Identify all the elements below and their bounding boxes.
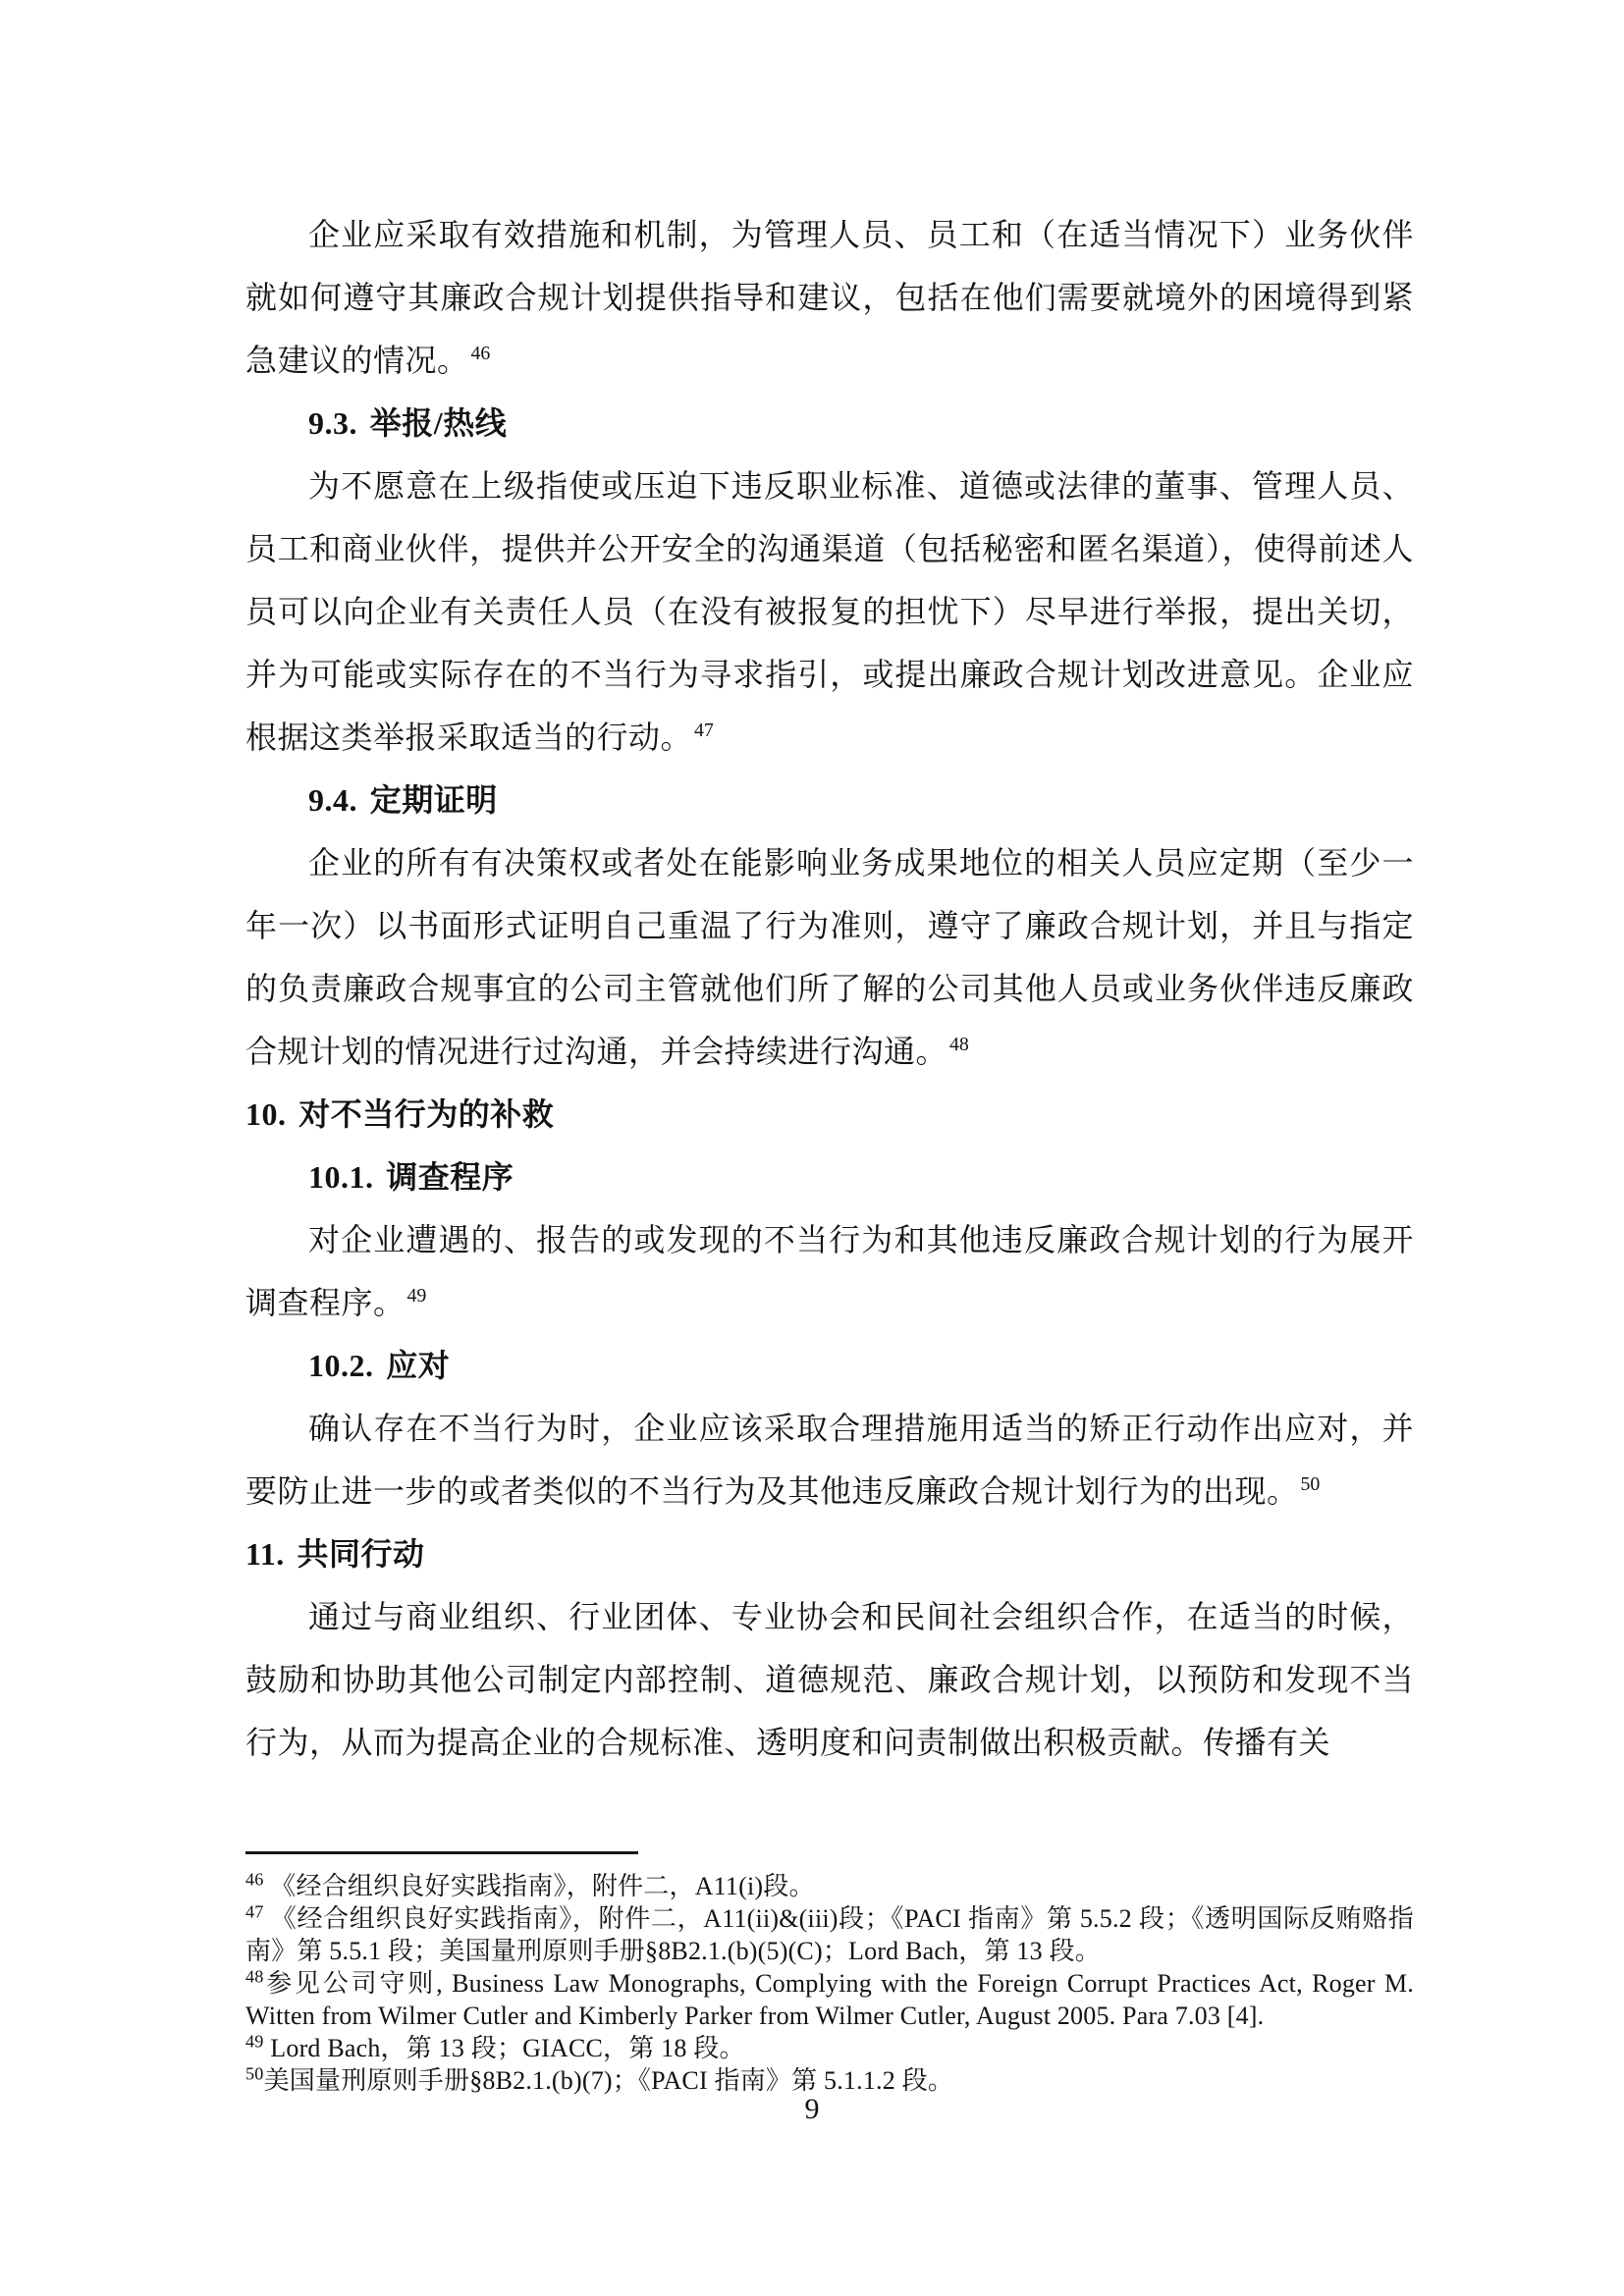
paragraph-10-1 <box>245 1208 1414 1334</box>
heading-number: 10. <box>245 1096 287 1132</box>
footnote-47 <box>245 1902 1414 1967</box>
heading-number: 10.1. <box>308 1159 374 1195</box>
paragraph-intro <box>245 203 1414 392</box>
footnote-text: 美国量刑原则手册§8B2.1.(b)(7)；《PACI 指南》第 5.1.1.2 段。 <box>263 2066 954 2095</box>
paragraph-text: 为不愿意在上级指使或压迫下违反职业标准、道德或法律的董事、管理人员、员工和商业伙伴，提供并公开安全的沟通渠道（包括秘密和匿名渠道），使得前述人员可以向企业有关责任人员（在没有被报复的担忧下）尽早进行举报，提出关切，并为可能或实际存在的不当行为寻求指引，或提出廉政合规计划改进意见。企业应根据这类举报采取适当的行动。 <box>245 468 1414 755</box>
heading-title: 共同行动 <box>297 1536 425 1572</box>
section-heading-10-1 <box>245 1146 1414 1208</box>
paragraph-text: 企业的所有有决策权或者处在能影响业务成果地位的相关人员应定期（至少一年一次）以书面形式证明自己重温了行为准则，遵守了廉政合规计划，并且与指定的负责廉政合规事宜的公司主管就他们所了解的公司其他人员或业务伙伴违反廉政合规计划的情况进行过沟通，并会持续进行沟通。 <box>245 845 1414 1069</box>
footnote-ref-50: 50 <box>1300 1473 1321 1496</box>
section-heading-9-3 <box>245 392 1414 454</box>
footnote-text: 参见公司守则, Business Law Monographs, Complying with the Foreign Corrupt Practices Act, Roger M. Witten from Wilmer Cutler and Kimberly Parker from Wilmer Cutler, August 2005. Para 7.03 [4]. <box>245 1969 1414 2030</box>
heading-title: 举报/热线 <box>369 405 508 441</box>
footnote-number: 46 <box>245 1869 264 1890</box>
heading-number: 11. <box>245 1536 285 1572</box>
footnote-text: 《经合组织良好实践指南》，附件二，A11(ii)&(iii)段；《PACI 指南》第 5.5.2 段；《透明国际反贿赂指南》第 5.5.1 段；美国量刑原则手册§8B2.1.(b)(5)(C)；Lord Bach，第 13 段。 <box>245 1904 1414 1965</box>
footnote-number: 47 <box>245 1901 264 1922</box>
footnote-number: 49 <box>245 2031 264 2052</box>
section-heading-10 <box>245 1083 1414 1146</box>
footnote-46 <box>245 1870 1414 1902</box>
paragraph-text: 企业应采取有效措施和机制，为管理人员、员工和（在适当情况下）业务伙伴就如何遵守其廉政合规计划提供指导和建议，包括在他们需要就境外的困境得到紧急建议的情况。 <box>245 217 1414 378</box>
paragraph-text: 通过与商业组织、行业团体、专业协会和民间社会组织合作，在适当的时候，鼓励和协助其他公司制定内部控制、道德规范、廉政合规计划，以预防和发现不当行为，从而为提高企业的合规标准、透明度和问责制做出积极贡献。传播有关 <box>245 1599 1414 1760</box>
footnote-text: 《经合组织良好实践指南》，附件二，A11(i)段。 <box>263 1872 815 1900</box>
paragraph-text: 确认存在不当行为时，企业应该采取合理措施用适当的矫正行动作出应对，并要防止进一步的或者类似的不当行为及其他违反廉政合规计划行为的出现。 <box>245 1411 1414 1509</box>
footnote-ref-48: 48 <box>949 1034 969 1056</box>
footnote-48 <box>245 1967 1414 2032</box>
footnote-number: 48 <box>245 1966 264 1987</box>
footnote-number: 50 <box>245 2063 264 2084</box>
paragraph-text: 对企业遭遇的、报告的或发现的不当行为和其他违反廉政合规计划的行为展开调查程序。 <box>245 1222 1414 1320</box>
heading-title: 对不当行为的补救 <box>298 1096 555 1132</box>
page-number: 9 <box>804 2093 820 2125</box>
heading-number: 9.4. <box>308 782 357 818</box>
paragraph-9-3 <box>245 454 1414 769</box>
document-body <box>245 203 1414 1774</box>
section-heading-10-2 <box>245 1334 1414 1397</box>
paragraph-10-2 <box>245 1397 1414 1522</box>
footnote-49 <box>245 2032 1414 2064</box>
heading-number: 10.2. <box>308 1348 374 1383</box>
footnote-ref-47: 47 <box>694 720 714 742</box>
heading-title: 调查程序 <box>386 1159 514 1195</box>
section-heading-11 <box>245 1522 1414 1585</box>
footnote-text: Lord Bach，第 13 段；GIACC，第 18 段。 <box>263 2034 745 2062</box>
footnotes <box>245 1851 1414 2097</box>
footnote-separator <box>245 1851 638 1854</box>
heading-title: 定期证明 <box>369 782 498 818</box>
paragraph-11 <box>245 1585 1414 1774</box>
footnote-ref-49: 49 <box>406 1285 427 1308</box>
heading-title: 应对 <box>386 1348 451 1383</box>
paragraph-9-4 <box>245 831 1414 1083</box>
heading-number: 9.3. <box>308 405 357 441</box>
footnote-ref-46: 46 <box>470 343 491 365</box>
section-heading-9-4 <box>245 769 1414 831</box>
